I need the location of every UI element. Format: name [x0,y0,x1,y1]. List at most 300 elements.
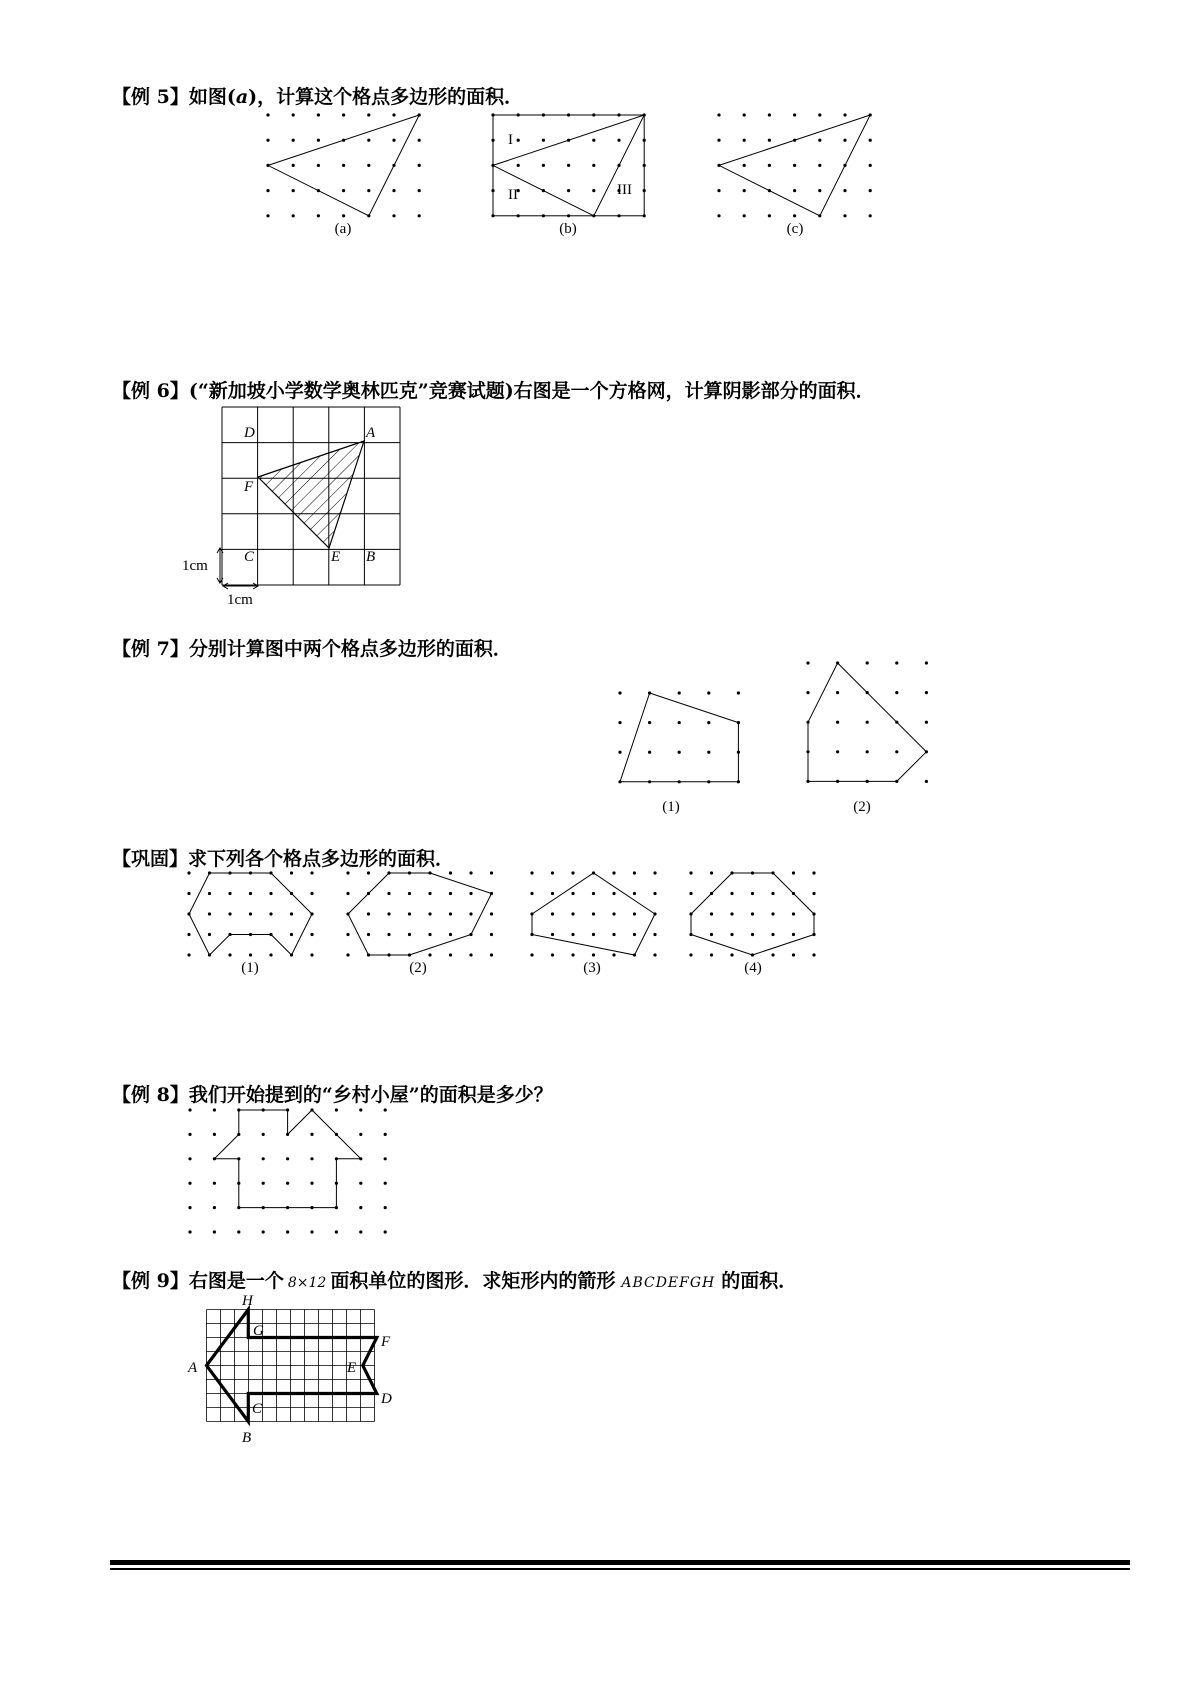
gonggu-figure-4 [689,871,815,956]
ex6-label-D: D [244,425,255,441]
lattice-dot [367,189,370,192]
footer-rule-thin [110,1568,1130,1570]
lattice-dot [490,933,493,936]
lattice-dot [384,1182,387,1185]
ex8-house-polygon [188,1108,386,1233]
lattice-polygon [620,693,738,782]
lattice-dot [869,164,872,167]
gonggu-caption-3: (3) [583,960,601,976]
ex5-text-b: )，计算这个格点多边形的面积． [248,86,524,108]
lattice-dot [213,1206,216,1209]
lattice-dot [290,912,293,915]
ex9-label-A: A [188,1360,198,1376]
lattice-dot [286,1230,289,1233]
lattice-dot [292,113,295,116]
ex9-text-b: 面积单位的图形．求矩形内的箭形 [330,1270,616,1292]
lattice-dot [617,139,620,142]
lattice-dot [836,691,839,694]
lattice-dot [925,721,928,724]
lattice-dot [551,912,554,915]
ex6-text: (“新加坡小学数学奥林匹克”竞赛试题)右图是一个方格网，计算阴影部分的面积． [188,380,875,402]
ex6-label-F: F [244,479,254,495]
lattice-dot [292,164,295,167]
lattice-dot [717,139,720,142]
lattice-dot [418,214,421,217]
lattice-dot [228,892,231,895]
lattice-dot [836,721,839,724]
lattice-dot [384,1157,387,1160]
lattice-dot [367,933,370,936]
gonggu-figures [180,862,830,982]
lattice-dot [249,953,252,956]
lattice-dot [188,1182,191,1185]
lattice-dot [262,1230,265,1233]
lattice-dot [689,892,692,895]
lattice-dot [737,691,740,694]
ex9-label-F: F [381,1334,391,1350]
lattice-dot [717,189,720,192]
lattice-dot [317,214,320,217]
lattice-dot [228,912,231,915]
lattice-dot [653,892,656,895]
ex9-label-B: B [242,1430,252,1446]
lattice-dot [469,953,472,956]
ex9-figure [180,1290,420,1450]
ex6-label-E: E [331,549,341,565]
lattice-dot [367,164,370,167]
lattice-dot [292,189,295,192]
gonggu-figure-2 [346,871,493,956]
lattice-dot [292,214,295,217]
lattice-dot [592,933,595,936]
lattice-dot [517,139,520,142]
lattice-dot [592,892,595,895]
ex9-label-C: C [252,1401,263,1417]
lattice-dot [269,953,272,956]
gonggu-caption-1: (1) [241,960,259,976]
lattice-dot [710,871,713,874]
lattice-dot [866,661,869,664]
lattice-dot [408,912,411,915]
lattice-dot [187,953,190,956]
lattice-dot [418,164,421,167]
ex5-region-2: II [508,187,518,203]
lattice-dot [469,912,472,915]
lattice-dot [869,139,872,142]
lattice-dot [571,933,574,936]
lattice-dot [678,691,681,694]
lattice-dot [310,933,313,936]
footer-rule-thick [110,1560,1130,1565]
lattice-dot [730,933,733,936]
lattice-dot [743,189,746,192]
lattice-dot [449,892,452,895]
lattice-dot [751,933,754,936]
lattice-dot [707,751,710,754]
lattice-dot [384,1206,387,1209]
lattice-dot [418,139,421,142]
lattice-dot [342,189,345,192]
lattice-dot [818,189,821,192]
ex7-caption-2: (2) [853,799,871,815]
lattice-dot [286,1182,289,1185]
lattice-dot [346,892,349,895]
lattice-dot [653,953,656,956]
lattice-dot [530,892,533,895]
lattice-dot [449,912,452,915]
lattice-dot [310,1133,313,1136]
lattice-dot [266,214,269,217]
lattice-dot [428,892,431,895]
lattice-dot [836,750,839,753]
lattice-dot [387,933,390,936]
ex5-text-a: 如图( [188,86,236,108]
lattice-dot [793,164,796,167]
lattice-dot [188,1133,191,1136]
lattice-dot [818,113,821,116]
ex7-figure-1 [618,691,740,783]
lattice-dot [290,871,293,874]
lattice-dot [387,912,390,915]
lattice-dot [895,661,898,664]
lattice-dot [392,214,395,217]
lattice-dot [542,139,545,142]
ex9-label-G: G [253,1323,264,1339]
lattice-dot [792,912,795,915]
lattice-dot [449,871,452,874]
lattice-dot [428,912,431,915]
lattice-dot [866,750,869,753]
lattice-dot [359,1230,362,1233]
lattice-dot [768,113,771,116]
lattice-dot [408,892,411,895]
lattice-dot [249,892,252,895]
lattice-dot [771,912,774,915]
lattice-dot [818,139,821,142]
lattice-dot [710,933,713,936]
lattice-dot [208,892,211,895]
ex5-caption-b: (b) [559,221,577,237]
lattice-dot [213,1108,216,1111]
lattice-dot [310,892,313,895]
lattice-dot [771,953,774,956]
lattice-dot [571,871,574,874]
lattice-dot [335,1108,338,1111]
lattice-dot [187,892,190,895]
lattice-dot [633,892,636,895]
lattice-dot [517,164,520,167]
lattice-dot [187,871,190,874]
ex9-question [112,1266,797,1293]
lattice-dot [633,871,636,874]
lattice-dot [387,892,390,895]
lattice-dot [633,912,636,915]
lattice-dot [843,139,846,142]
ex9-label-E: E [347,1360,357,1376]
lattice-dot [792,933,795,936]
ex7-figures [610,650,970,825]
lattice-dot [310,1230,313,1233]
lattice-dot [571,892,574,895]
lattice-dot [317,164,320,167]
lattice-dot [367,871,370,874]
lattice-dot [592,912,595,915]
lattice-dot [449,953,452,956]
lattice-dot [428,953,431,956]
lattice-dot [490,912,493,915]
lattice-dot [418,189,421,192]
lattice-dot [359,1108,362,1111]
ex9-shape-name: ABCDEFGH [621,1275,716,1291]
lattice-dot [208,933,211,936]
lattice-dot [359,1182,362,1185]
lattice-dot [743,214,746,217]
ex7-caption-1: (1) [662,799,680,815]
lattice-dot [335,1230,338,1233]
lattice-dot [592,953,595,956]
ex6-unit-horizontal: 1cm [227,592,253,608]
lattice-dot [806,661,809,664]
lattice-dot [771,933,774,936]
lattice-dot [743,139,746,142]
lattice-dot [592,164,595,167]
ex7-text: 分别计算图中两个格点多边形的面积． [188,638,512,660]
ex6-label-A: A [366,425,376,441]
ex5-figures [250,105,950,245]
lattice-dot [717,214,720,217]
lattice-dot [208,912,211,915]
lattice-dot [793,189,796,192]
lattice-dot [648,751,651,754]
lattice-dot [262,1182,265,1185]
lattice-dot [317,113,320,116]
lattice-dot [730,912,733,915]
lattice-dot [648,721,651,724]
lattice-dot [269,892,272,895]
ex8-label: 【例 8】 [112,1084,189,1106]
lattice-dot [530,871,533,874]
lattice-dot [792,953,795,956]
lattice-dot [469,871,472,874]
lattice-dot [843,189,846,192]
lattice-dot [866,721,869,724]
lattice-dot [551,933,554,936]
ex9-text-c: 的面积． [721,1270,798,1292]
lattice-dot [592,189,595,192]
ex5-label: 【例 5】 [112,86,189,108]
lattice-dot [812,953,815,956]
lattice-dot [188,1206,191,1209]
lattice-dot [771,892,774,895]
lattice-dot [384,1230,387,1233]
lattice-dot [530,953,533,956]
lattice-dot [707,691,710,694]
ex5-figure-a [266,113,420,217]
lattice-dot [768,139,771,142]
ex5-var: a [235,86,249,108]
ex9-label-D: D [381,1391,392,1407]
lattice-dot [806,691,809,694]
lattice-dot [653,871,656,874]
lattice-dot [653,933,656,936]
lattice-dot [317,139,320,142]
lattice-dot [612,912,615,915]
lattice-dot [818,164,821,167]
lattice-dot [592,139,595,142]
lattice-dot [266,139,269,142]
ex9-label: 【例 9】 [112,1270,189,1292]
lattice-dot [262,1157,265,1160]
lattice-dot [689,871,692,874]
lattice-dot [707,721,710,724]
ex7-figure-2 [806,661,928,783]
lattice-dot [490,871,493,874]
lattice-dot [925,780,928,783]
ex5-caption-c: (c) [786,221,804,237]
lattice-dot [618,721,621,724]
lattice-dot [342,214,345,217]
lattice-dot [869,189,872,192]
lattice-dot [612,933,615,936]
lattice-dot [367,113,370,116]
lattice-dot [449,933,452,936]
lattice-dot [751,912,754,915]
lattice-dot [213,1182,216,1185]
lattice-dot [262,1133,265,1136]
lattice-dot [925,691,928,694]
lattice-dot [925,661,928,664]
lattice-dot [384,1133,387,1136]
ex8-figure [180,1100,400,1240]
lattice-dot [768,164,771,167]
lattice-dot [237,1230,240,1233]
lattice-dot [469,892,472,895]
lattice-dot [618,751,621,754]
lattice-dot [428,933,431,936]
gonggu-figure-1 [187,871,313,956]
lattice-dot [310,1157,313,1160]
ex9-label-H: H [242,1293,253,1309]
ex8-text: 我们开始提到的“乡村小屋”的面积是多少？ [188,1084,553,1106]
lattice-dot [812,871,815,874]
ex5-figure-c [717,113,871,217]
lattice-dot [843,113,846,116]
lattice-dot [384,1108,387,1111]
lattice-dot [392,189,395,192]
lattice-dot [408,933,411,936]
lattice-dot [710,953,713,956]
lattice-dot [793,113,796,116]
lattice-dot [792,871,795,874]
lattice-dot [342,113,345,116]
lattice-dot [310,871,313,874]
lattice-dot [812,892,815,895]
lattice-dot [266,113,269,116]
lattice-dot [869,214,872,217]
lattice-dot [895,750,898,753]
lattice-dot [710,912,713,915]
lattice-dot [392,139,395,142]
lattice-dot [571,912,574,915]
ex6-figure [180,405,420,615]
lattice-dot [551,892,554,895]
lattice-dot [346,871,349,874]
lattice-dot [490,953,493,956]
lattice-dot [213,1133,216,1136]
ex9-text-a: 右图是一个 [188,1270,284,1292]
lattice-dot [188,1230,191,1233]
ex6-question [112,376,875,403]
ex6-label-C: C [244,549,255,565]
lattice-dot [188,1108,191,1111]
ex7-label: 【例 7】 [112,638,189,660]
lattice-dot [678,721,681,724]
lattice-dot [612,871,615,874]
ex6-label: 【例 6】 [112,380,189,402]
gonggu-text: 求下列各个格点多边形的面积． [188,848,455,870]
lattice-dot [367,139,370,142]
lattice-dot [612,892,615,895]
lattice-dot [551,871,554,874]
lattice-dot [188,1157,191,1160]
lattice-dot [571,953,574,956]
lattice-dot [730,953,733,956]
lattice-dot [551,953,554,956]
lattice-dot [249,912,252,915]
lattice-dot [213,1230,216,1233]
lattice-dot [895,691,898,694]
lattice-dot [768,214,771,217]
lattice-dot [678,751,681,754]
lattice-dot [843,214,846,217]
lattice-dot [269,912,272,915]
gonggu-caption-2: (2) [409,960,427,976]
lattice-dot [392,113,395,116]
lattice-dot [612,953,615,956]
lattice-dot [717,113,720,116]
lattice-dot [310,953,313,956]
lattice-dot [359,1206,362,1209]
lattice-dot [292,139,295,142]
lattice-dot [751,892,754,895]
ex5-caption-a: (a) [334,221,352,237]
lattice-dot [266,189,269,192]
lattice-dot [228,953,231,956]
ex6-label-B: B [366,549,376,565]
lattice-dot [743,113,746,116]
ex7-question [112,634,512,661]
lattice-dot [567,189,570,192]
lattice-dot [187,933,190,936]
ex5-region-3: III [617,182,632,198]
ex9-dims: 8×12 [287,1275,327,1291]
lattice-dot [618,691,621,694]
lattice-dot [359,1133,362,1136]
lattice-dot [633,933,636,936]
lattice-dot [689,953,692,956]
gonggu-caption-4: (4) [744,960,762,976]
lattice-dot [342,164,345,167]
lattice-dot [793,214,796,217]
lattice-dot [542,164,545,167]
lattice-dot [730,892,733,895]
ex6-shaded-triangle [258,441,364,548]
ex6-unit-vertical: 1cm [182,558,208,574]
lattice-dot [290,933,293,936]
lattice-dot [310,1182,313,1185]
ex5-region-1: I [508,132,513,148]
gonggu-figure-3 [530,871,656,956]
